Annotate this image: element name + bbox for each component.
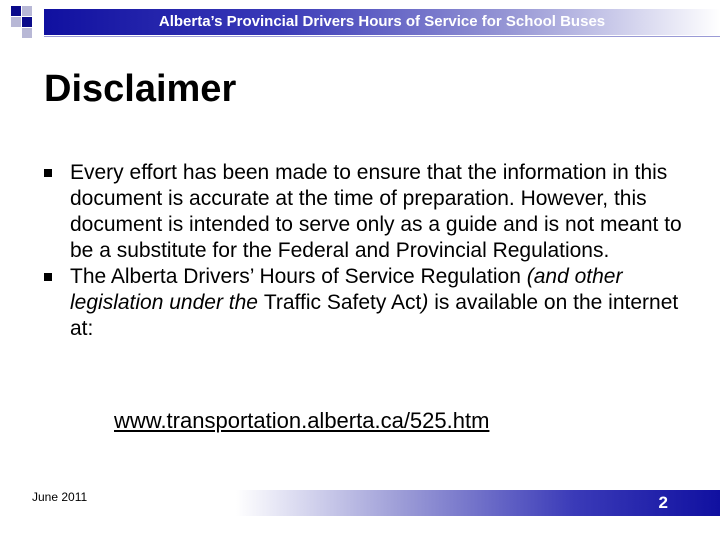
slide-title: Disclaimer	[44, 68, 237, 110]
bullet-text-italic: (and other legislation under the	[70, 265, 623, 314]
bullet-text-part: is available on the internet at:	[70, 291, 679, 340]
square-bullet-icon	[44, 273, 52, 281]
footer-date: June 2011	[32, 490, 88, 504]
header-title: Alberta’s Provincial Drivers Hours of Service for School Buses	[158, 13, 606, 30]
decor-square	[22, 28, 32, 38]
header-bar	[44, 9, 720, 35]
page-number: 2	[658, 493, 668, 512]
bullet-list	[40, 160, 690, 342]
regulation-link[interactable]: www.transportation.alberta.ca/525.htm	[114, 408, 490, 433]
bullet-text-italic: )	[421, 291, 429, 314]
bullet-text	[70, 264, 690, 342]
bullet-item	[40, 160, 690, 264]
decor-square	[22, 6, 32, 16]
footer-bar	[236, 490, 720, 516]
bullet-text: Every effort has been made to ensure that the information in this document is accurate at the time of preparation. However, this document is intended to serve only as a guide and is not meant to be a substitute for the Federal and Provincial Regulations.	[70, 161, 682, 262]
decor-square	[11, 17, 21, 27]
bullet-text-act: Traffic Safety Act	[263, 291, 422, 314]
bullet-text-part: The Alberta Drivers’ Hours of Service Regulation	[70, 265, 527, 288]
square-bullet-icon	[44, 169, 52, 177]
bullet-item	[40, 264, 690, 342]
header-divider	[44, 36, 720, 37]
decor-square	[22, 17, 32, 27]
decor-square	[11, 6, 21, 16]
